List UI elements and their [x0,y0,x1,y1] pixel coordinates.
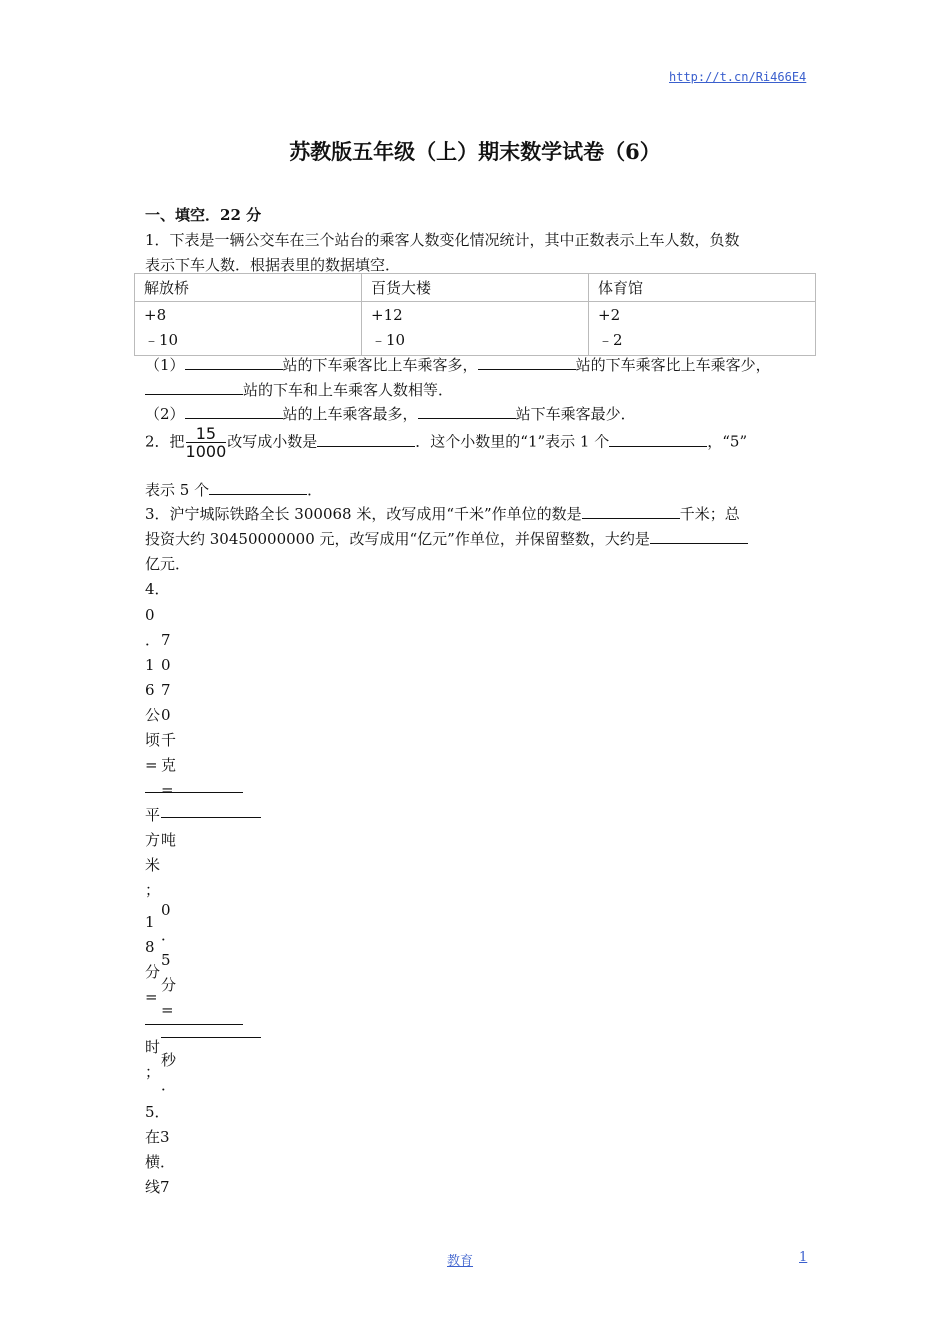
answer-blank[interactable] [209,480,307,495]
q1-line2: 表示下车人数．根据表里的数据填空． [145,256,401,274]
footer-link[interactable]: 教育 [447,1254,474,1269]
answer-blank[interactable] [609,432,707,447]
section-heading: 一、填空．22 分 [145,206,262,224]
table-header: 百货大楼 [362,274,589,302]
q3-line1: 3．沪宁城际铁路全长 300068 米，改写成用“千米”作单位的数是 千米；总 [145,505,740,523]
q3-line3: 亿元． [145,555,191,573]
answer-blank[interactable] [478,355,576,370]
answer-blank[interactable] [185,355,283,370]
q3-line2: 投资大约 30450000000 元，改写成用“亿元”作单位，并保留整数，大约是 [145,528,748,549]
q4-col2: 7 0 7 0 千 克 = 吨 [161,628,261,853]
q1-sub1-line2: 站的下车和上车乘客人数相等． [145,379,453,400]
q1-sub1-line1: （1） 站的下车乘客比上车乘客多， 站的下车乘客比上车乘客少， [145,356,771,374]
table-cell: +12 ﹣10 [362,302,589,356]
q1-sub2: （2） 站的上车乘客最多， 站下车乘客最少． [145,405,636,423]
q4-col1-lower: 1 8 分 = 时 ； [145,910,243,1085]
table-cell: +2 ﹣2 [589,302,816,356]
answer-blank[interactable] [582,504,680,519]
passenger-table [134,273,816,356]
table-cell: +8 ﹣10 [135,302,362,356]
q4-col2-lower: 0 ． 5 分 = 秒 ． [161,898,261,1098]
q4-col1: 0 ． 1 6 公 顷 = 平 方 米 ； [145,603,243,903]
answer-blank[interactable] [650,529,748,544]
table-header: 解放桥 [135,274,362,302]
q4-number: 4． [145,580,170,598]
answer-blank[interactable] [418,404,516,419]
q5-col: 5． 在3 横． 线7 [145,1103,176,1196]
answer-blank[interactable] [185,404,283,419]
fraction: $\frac{15}{1000}$ [185,424,227,461]
answer-blank[interactable] [161,1023,261,1038]
page-number: 1 [799,1250,808,1265]
answer-blank[interactable] [317,432,415,447]
header-url-link[interactable]: http://t.cn/Ri466E4 [669,70,807,84]
q2-line1: 2．把 $\frac{15}{1000}$ 改写成小数是 ．这个小数里的“1”表示 1 个 ，“5” [145,424,748,461]
answer-blank[interactable] [145,380,243,395]
answer-blank[interactable] [161,803,261,818]
q1-line1: 1．下表是一辆公交车在三个站台的乘客人数变化情况统计，其中正数表示上车人数，负数 [145,231,740,249]
table-header: 体育馆 [589,274,816,302]
page-title: 苏教版五年级（上）期末数学试卷（6） [289,139,661,164]
q2-line2: 表示 5 个 ． [145,481,323,499]
